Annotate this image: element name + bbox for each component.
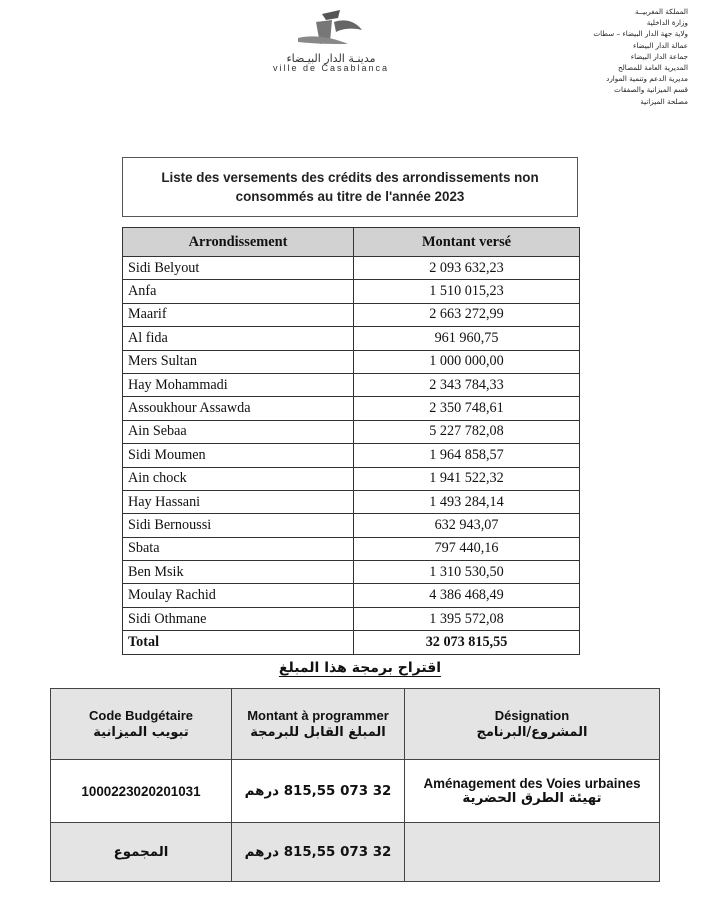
arrondissement-name: Ain Sebaa xyxy=(123,420,354,443)
budget-sum-label-text: المجموع xyxy=(113,844,169,860)
montant-value: 1 395 572,08 xyxy=(354,607,580,630)
logo-french-text: ville de Casablanca xyxy=(272,63,390,73)
arrondissement-name: Sbata xyxy=(123,537,354,560)
total-value: 32 073 815,55 xyxy=(354,631,580,654)
budget-code-value: 1000223020201031 xyxy=(51,760,232,823)
arrondissement-name: Moulay Rachid xyxy=(123,584,354,607)
column-header-montant: Montant versé xyxy=(354,228,580,257)
header-line: عمالة الدار البيضاء xyxy=(632,40,688,50)
table-row xyxy=(123,490,580,513)
budget-data-row xyxy=(51,760,660,823)
budget-designation-header-ar: المشروع/البرنامج xyxy=(476,725,588,740)
table-row xyxy=(123,373,580,396)
table-row xyxy=(123,327,580,350)
table-row xyxy=(123,514,580,537)
montant-value: 2 343 784,33 xyxy=(354,373,580,396)
budget-sum-label xyxy=(51,823,232,882)
proposal-title: اقتراح برمجة هذا المبلغ xyxy=(278,660,442,676)
header-line: المملكة المغربيــة xyxy=(635,7,688,16)
column-header-arrondissement: Arrondissement xyxy=(123,228,354,257)
montant-value: 1 310 530,50 xyxy=(354,561,580,584)
arrondissement-name: Ben Msik xyxy=(123,561,354,584)
casablanca-emblem-icon xyxy=(286,8,376,52)
table-row xyxy=(123,467,580,490)
city-logo xyxy=(256,8,406,78)
budget-amount-header-fr: Montant à programmer xyxy=(247,708,389,723)
montant-value: 797 440,16 xyxy=(354,537,580,560)
table-row xyxy=(123,280,580,303)
budget-designation-ar: تهيئة الطرق الحضرية xyxy=(462,791,602,806)
montant-value: 1 941 522,32 xyxy=(354,467,580,490)
table-header-row xyxy=(123,228,580,257)
montant-value: 1 493 284,14 xyxy=(354,490,580,513)
header-line: مصلحة الميزانية xyxy=(640,96,688,106)
table-row xyxy=(123,420,580,443)
header-line: قسم الميزانية والصفقات xyxy=(614,85,688,95)
budget-sum-amount-text: 32 073 815,55 درهم xyxy=(244,844,392,860)
total-label: Total xyxy=(123,631,354,654)
budget-sum-row xyxy=(51,823,660,882)
arrondissement-name: Anfa xyxy=(123,280,354,303)
table-row xyxy=(123,607,580,630)
montant-value: 2 093 632,23 xyxy=(354,257,580,280)
budget-code-header-ar: تبويب الميزانية xyxy=(93,725,189,740)
table-row xyxy=(123,257,580,280)
table-row xyxy=(123,303,580,326)
montant-value: 961 960,75 xyxy=(354,327,580,350)
montant-value: 1 964 858,57 xyxy=(354,444,580,467)
header-line: ولاية جهة الدار البيضاء – سطات xyxy=(593,29,688,39)
header-line: وزارة الداخلية xyxy=(646,18,688,28)
arrondissement-name: Sidi Moumen xyxy=(123,444,354,467)
arrondissement-name: Ain chock xyxy=(123,467,354,490)
montant-value: 1 510 015,23 xyxy=(354,280,580,303)
total-row xyxy=(123,631,580,654)
budget-header-row xyxy=(51,689,660,760)
budget-designation-fr: Aménagement des Voies urbaines xyxy=(423,776,641,791)
arrondissement-name: Hay Hassani xyxy=(123,490,354,513)
header-line: جماعة الدار البيضاء xyxy=(630,51,688,61)
montant-value: 2 663 272,99 xyxy=(354,303,580,326)
montant-value: 632 943,07 xyxy=(354,514,580,537)
budget-programming-table xyxy=(50,688,660,882)
versements-table xyxy=(122,227,580,655)
budget-code-header xyxy=(51,689,232,760)
budget-amount-text: 32 073 815,55 درهم xyxy=(244,783,392,799)
arrondissement-name: Mers Sultan xyxy=(123,350,354,373)
header-line: مديرية الدعم وتنمية الموارد xyxy=(606,74,688,84)
arrondissement-name: Hay Mohammadi xyxy=(123,373,354,396)
table-row xyxy=(123,444,580,467)
budget-amount-value xyxy=(232,760,405,823)
arrondissement-name: Sidi Othmane xyxy=(123,607,354,630)
budget-code-header-fr: Code Budgétaire xyxy=(88,708,193,723)
montant-value: 2 350 748,61 xyxy=(354,397,580,420)
arrondissement-name: Maarif xyxy=(123,303,354,326)
montant-value: 5 227 782,08 xyxy=(354,420,580,443)
montant-value: 4 386 468,49 xyxy=(354,584,580,607)
budget-sum-empty xyxy=(405,823,660,882)
document-title: Liste des versements des crédits des arrondissements non consommés au titre de l'année 2023 xyxy=(122,157,578,217)
table-row xyxy=(123,561,580,584)
budget-designation-header xyxy=(405,689,660,760)
arrondissement-name: Assoukhour Assawda xyxy=(123,397,354,420)
budget-designation-header-fr: Désignation xyxy=(494,708,570,723)
budget-amount-header-ar: المبلغ القابل للبرمجة xyxy=(250,725,386,740)
montant-value: 1 000 000,00 xyxy=(354,350,580,373)
arrondissement-name: Al fida xyxy=(123,327,354,350)
table-row xyxy=(123,397,580,420)
arrondissement-name: Sidi Belyout xyxy=(123,257,354,280)
header-line: المديرية العامة للمصالح xyxy=(617,63,688,73)
budget-amount-header xyxy=(232,689,405,760)
budget-designation-value xyxy=(405,760,660,823)
table-row xyxy=(123,350,580,373)
logo-arabic-text: مدينـة الدار البيـضاء xyxy=(286,52,376,65)
arrondissement-name: Sidi Bernoussi xyxy=(123,514,354,537)
table-row xyxy=(123,584,580,607)
budget-sum-amount xyxy=(232,823,405,882)
table-row xyxy=(123,537,580,560)
administrative-header xyxy=(498,6,688,107)
versements-table-body xyxy=(123,257,580,655)
